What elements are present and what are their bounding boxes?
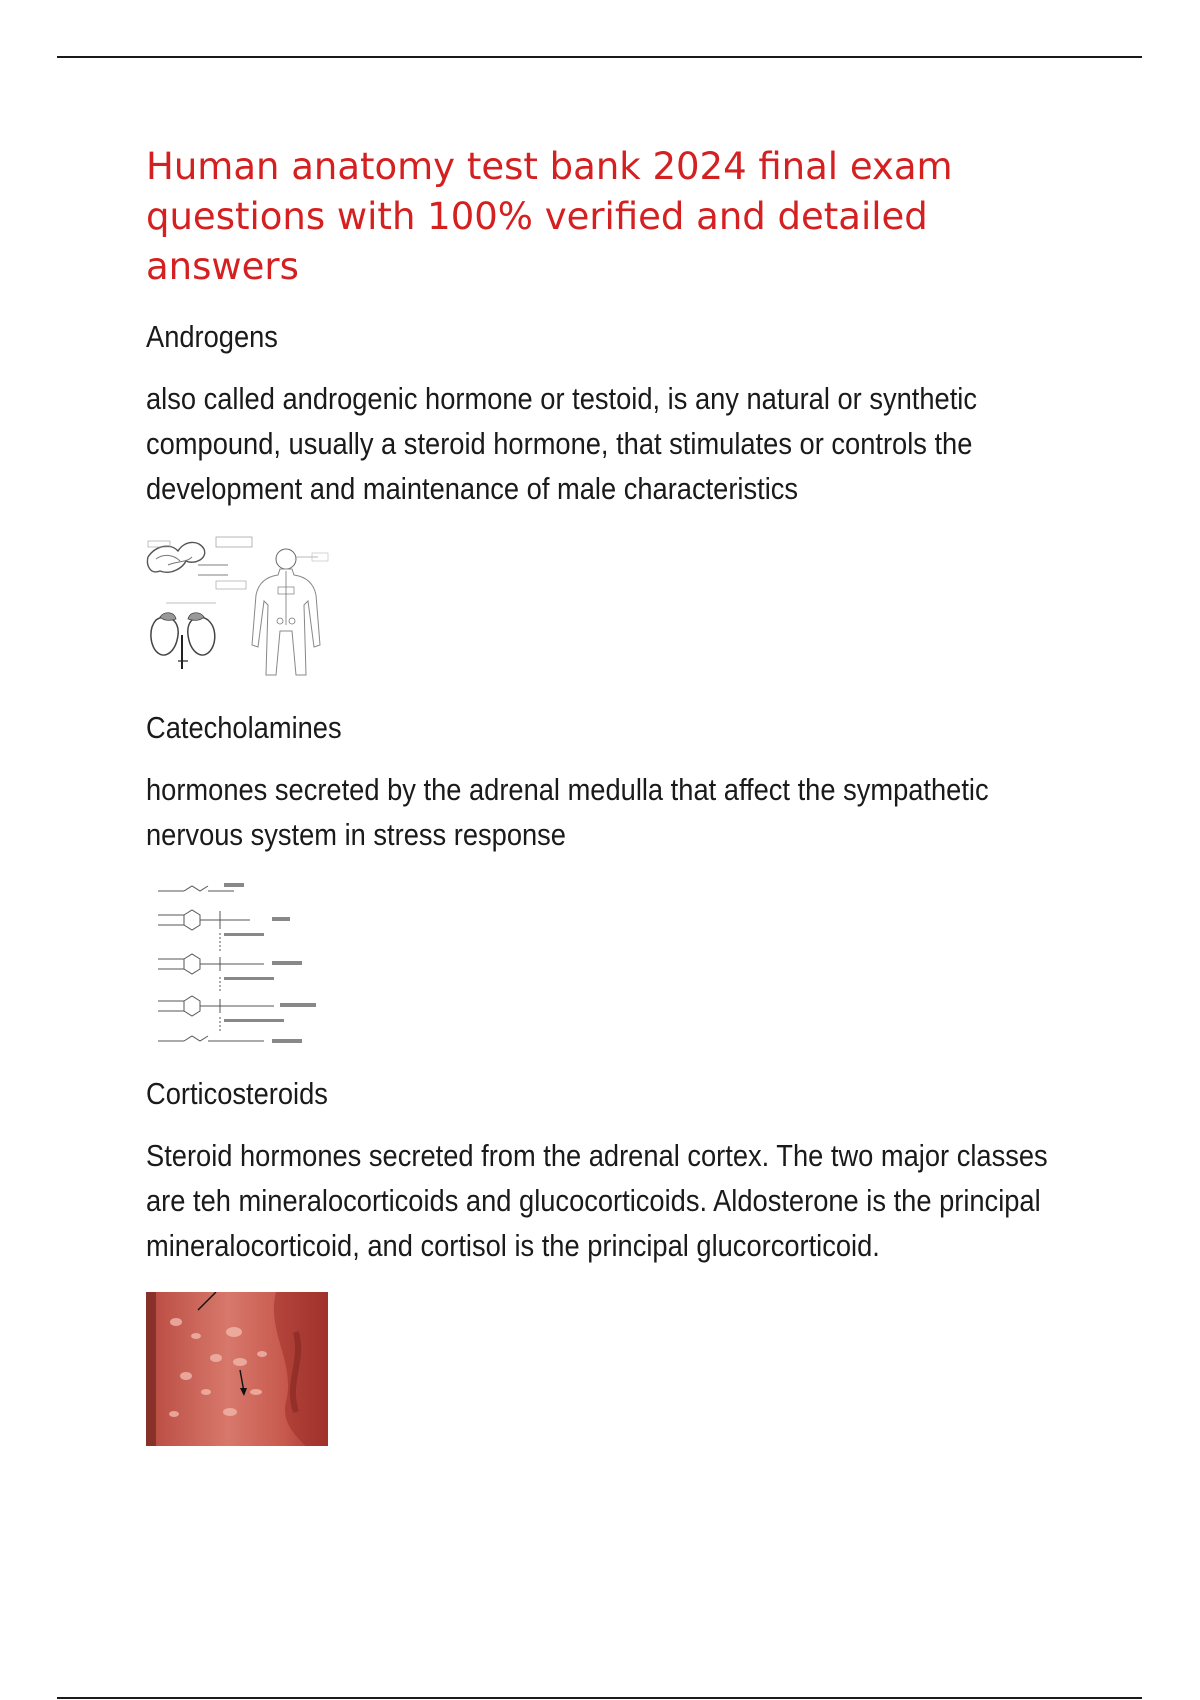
page-content [146, 142, 1086, 1470]
entry-definition: hormones secreted by the adrenal medulla that affect the sympathetic nervous system in stress response [146, 772, 989, 852]
endocrine-diagram-icon [146, 535, 331, 685]
entry-term: Corticosteroids [146, 1076, 328, 1111]
entry-catecholamines [146, 709, 1086, 1051]
entry-corticosteroids [146, 1075, 1086, 1446]
entry-term: Androgens [146, 319, 278, 354]
entry-term: Catecholamines [146, 710, 342, 745]
document-title: Human anatomy test bank 2024 final exam questions with 100% verified and detailed answers [146, 145, 953, 288]
catecholamine-pathway-icon [154, 881, 319, 1051]
entry-androgens [146, 318, 1086, 685]
adrenal-histology-icon [146, 1292, 328, 1446]
entry-definition: also called androgenic hormone or testoid, is any natural or synthetic compound, usually a steroid hormone, that stimulates or controls the development and maintenance of male characteristics [146, 381, 977, 506]
entry-definition: Steroid hormones secreted from the adrenal cortex. The two major classes are teh mineralocorticoids and glucocorticoids. Aldosterone is the principal mineralocorticoid, and cortisol is the principal glucorcorticoid. [146, 1138, 1048, 1263]
bottom-rule [57, 1697, 1142, 1699]
top-rule [57, 56, 1142, 58]
